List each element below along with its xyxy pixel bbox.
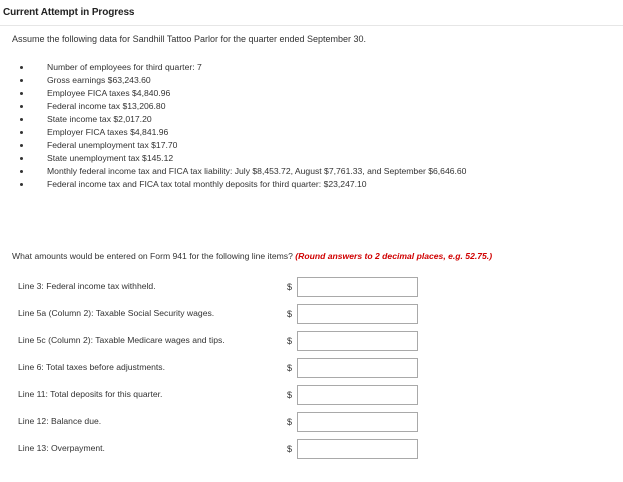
line-6-input[interactable]	[297, 358, 418, 378]
fact-text: Federal income tax and FICA tax total monthly deposits for third quarter: $23,247.10	[47, 179, 367, 189]
dollar-sign: $	[287, 417, 293, 427]
line-5c-input[interactable]	[297, 331, 418, 351]
line-12-input[interactable]	[297, 412, 418, 432]
line-6-label: Line 6: Total taxes before adjustments.	[18, 362, 165, 372]
bullet-icon	[20, 131, 23, 134]
attempt-header	[0, 0, 623, 26]
fact-text: Federal income tax $13,206.80	[47, 101, 166, 111]
bullet-icon	[20, 144, 23, 147]
dollar-sign: $	[287, 309, 293, 319]
line-5a-label: Line 5a (Column 2): Taxable Social Security wages.	[18, 308, 215, 318]
bullet-icon	[20, 157, 23, 160]
bullet-icon	[20, 79, 23, 82]
answer-row-line-12	[18, 412, 618, 434]
line-11-label: Line 11: Total deposits for this quarter.	[18, 389, 163, 399]
bullet-icon	[20, 170, 23, 173]
fact-text: Number of employees for third quarter: 7	[47, 62, 202, 72]
fact-text: Employer FICA taxes $4,841.96	[47, 127, 169, 137]
line-12-label: Line 12: Balance due.	[18, 416, 102, 426]
dollar-sign: $	[287, 363, 293, 373]
dollar-sign: $	[287, 390, 293, 400]
fact-text: Monthly federal income tax and FICA tax liability: July $8,453.72, August $7,761.33, and September $6,646.60	[47, 166, 467, 176]
line-5c-label: Line 5c (Column 2): Taxable Medicare wages and tips.	[18, 335, 225, 345]
attempt-status-title: Current Attempt in Progress	[3, 7, 135, 18]
dollar-sign: $	[287, 282, 293, 292]
bullet-icon	[20, 118, 23, 121]
answer-row-line-5c	[18, 331, 618, 353]
fact-text: State income tax $2,017.20	[47, 114, 152, 124]
line-3-input[interactable]	[297, 277, 418, 297]
fact-text: Gross earnings $63,243.60	[47, 75, 151, 85]
fact-text: Federal unemployment tax $17.70	[47, 140, 178, 150]
fact-text: Employee FICA taxes $4,840.96	[47, 88, 171, 98]
dollar-sign: $	[287, 336, 293, 346]
answer-row-line-6	[18, 358, 618, 380]
bullet-icon	[20, 92, 23, 95]
line-5a-input[interactable]	[297, 304, 418, 324]
question-prompt	[12, 251, 492, 261]
bullet-icon	[20, 66, 23, 69]
rounding-instruction: (Round answers to 2 decimal places, e.g. 52.75.)	[295, 251, 493, 261]
answer-row-line-5a	[18, 304, 618, 326]
answer-row-line-3	[18, 277, 618, 299]
dollar-sign: $	[287, 444, 293, 454]
problem-intro: Assume the following data for Sandhill Tattoo Parlor for the quarter ended September 30.	[12, 34, 367, 44]
bullet-icon	[20, 105, 23, 108]
question-text: What amounts would be entered on Form 941 for the following line items?	[12, 251, 293, 261]
line-3-label: Line 3: Federal income tax withheld.	[18, 281, 156, 291]
line-13-label: Line 13: Overpayment.	[18, 443, 105, 453]
bullet-icon	[20, 183, 23, 186]
fact-text: State unemployment tax $145.12	[47, 153, 174, 163]
answer-row-line-13	[18, 439, 618, 461]
answer-row-line-11	[18, 385, 618, 407]
line-11-input[interactable]	[297, 385, 418, 405]
line-13-input[interactable]	[297, 439, 418, 459]
